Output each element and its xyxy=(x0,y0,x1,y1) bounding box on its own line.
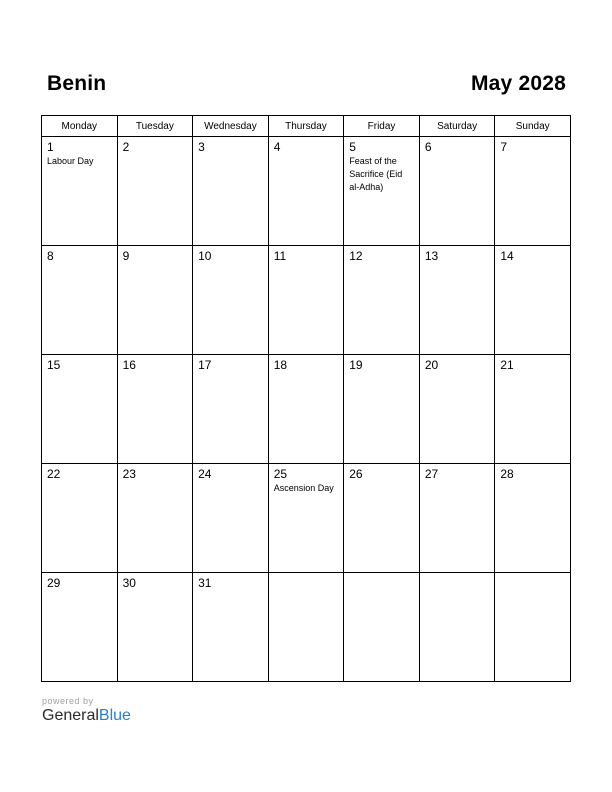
week-row xyxy=(42,137,571,246)
country-title: Benin xyxy=(47,72,107,95)
day-cell xyxy=(193,137,269,246)
day-cell xyxy=(268,573,344,682)
weekday-header: Tuesday xyxy=(117,116,193,137)
calendar-grid xyxy=(41,115,571,682)
day-number: 20 xyxy=(424,358,439,372)
day-cell xyxy=(268,137,344,246)
day-cell xyxy=(344,573,420,682)
day-number: 4 xyxy=(273,140,281,154)
weekday-header-row xyxy=(42,116,571,137)
day-number: 18 xyxy=(273,358,288,372)
weekday-header: Thursday xyxy=(268,116,344,137)
day-number: 23 xyxy=(122,467,136,481)
day-cell xyxy=(419,573,495,682)
day-cell xyxy=(193,573,269,682)
weekday-header: Monday xyxy=(42,116,118,137)
day-number: 5 xyxy=(349,140,356,154)
day-cell xyxy=(344,246,420,355)
day-number: 13 xyxy=(424,249,439,263)
day-cell xyxy=(117,573,193,682)
day-number: 25 xyxy=(273,467,288,481)
day-number: 2 xyxy=(122,140,130,154)
day-cell xyxy=(193,246,269,355)
day-cell xyxy=(344,137,420,246)
day-cell xyxy=(419,246,495,355)
day-number: 12 xyxy=(349,249,363,263)
day-number: 11 xyxy=(273,249,287,263)
weekday-header: Wednesday xyxy=(193,116,269,137)
day-number: 22 xyxy=(47,467,61,481)
day-cell xyxy=(117,137,193,246)
footer-branding xyxy=(42,696,131,725)
day-cell xyxy=(495,355,571,464)
day-cell xyxy=(117,464,193,573)
day-number: 28 xyxy=(500,467,514,481)
day-cell xyxy=(268,246,344,355)
day-number: 7 xyxy=(500,140,508,154)
day-number: 6 xyxy=(424,140,432,154)
holiday-label: Labour Day xyxy=(47,156,94,166)
powered-by-label: powered by xyxy=(42,696,94,706)
day-number: 14 xyxy=(500,249,514,263)
day-number: 3 xyxy=(198,140,205,154)
brand-blue: Blue xyxy=(98,707,131,724)
week-row xyxy=(42,464,571,573)
weekday-header: Friday xyxy=(344,116,420,137)
holiday-label: Feast of the Sacrifice (Eid al-Adha) xyxy=(349,156,403,192)
day-cell xyxy=(117,246,193,355)
generalblue-logo xyxy=(42,707,131,725)
day-number: 10 xyxy=(198,249,212,263)
day-number: 8 xyxy=(47,249,54,263)
week-row xyxy=(42,246,571,355)
day-cell xyxy=(344,355,420,464)
day-cell xyxy=(268,464,344,573)
day-number: 24 xyxy=(198,467,212,481)
day-number: 16 xyxy=(122,358,136,372)
day-cell xyxy=(495,137,571,246)
day-cell xyxy=(193,464,269,573)
day-cell xyxy=(419,464,495,573)
day-cell xyxy=(495,246,571,355)
day-cell xyxy=(495,573,571,682)
day-number: 19 xyxy=(349,358,363,372)
day-cell xyxy=(42,573,118,682)
day-number: 30 xyxy=(122,576,136,590)
week-row xyxy=(42,573,571,682)
day-number: 26 xyxy=(349,467,363,481)
holiday-label: Ascension Day xyxy=(273,483,334,493)
day-number: 9 xyxy=(122,249,130,263)
day-number: 1 xyxy=(47,140,54,154)
day-cell xyxy=(193,355,269,464)
day-number: 15 xyxy=(47,358,61,372)
day-cell xyxy=(42,246,118,355)
day-number: 17 xyxy=(198,358,212,372)
week-row xyxy=(42,355,571,464)
day-cell xyxy=(495,464,571,573)
day-cell xyxy=(42,355,118,464)
day-cell xyxy=(419,137,495,246)
day-cell xyxy=(419,355,495,464)
day-number: 27 xyxy=(424,467,439,481)
day-number: 21 xyxy=(500,358,514,372)
weekday-header: Saturday xyxy=(419,116,495,137)
day-cell xyxy=(42,464,118,573)
day-cell xyxy=(268,355,344,464)
weekday-header: Sunday xyxy=(495,116,571,137)
month-title: May 2028 xyxy=(470,72,566,95)
brand-general: General xyxy=(42,707,99,724)
day-cell xyxy=(344,464,420,573)
day-number: 29 xyxy=(47,576,61,590)
day-number: 31 xyxy=(198,576,212,590)
day-cell xyxy=(42,137,118,246)
day-cell xyxy=(117,355,193,464)
